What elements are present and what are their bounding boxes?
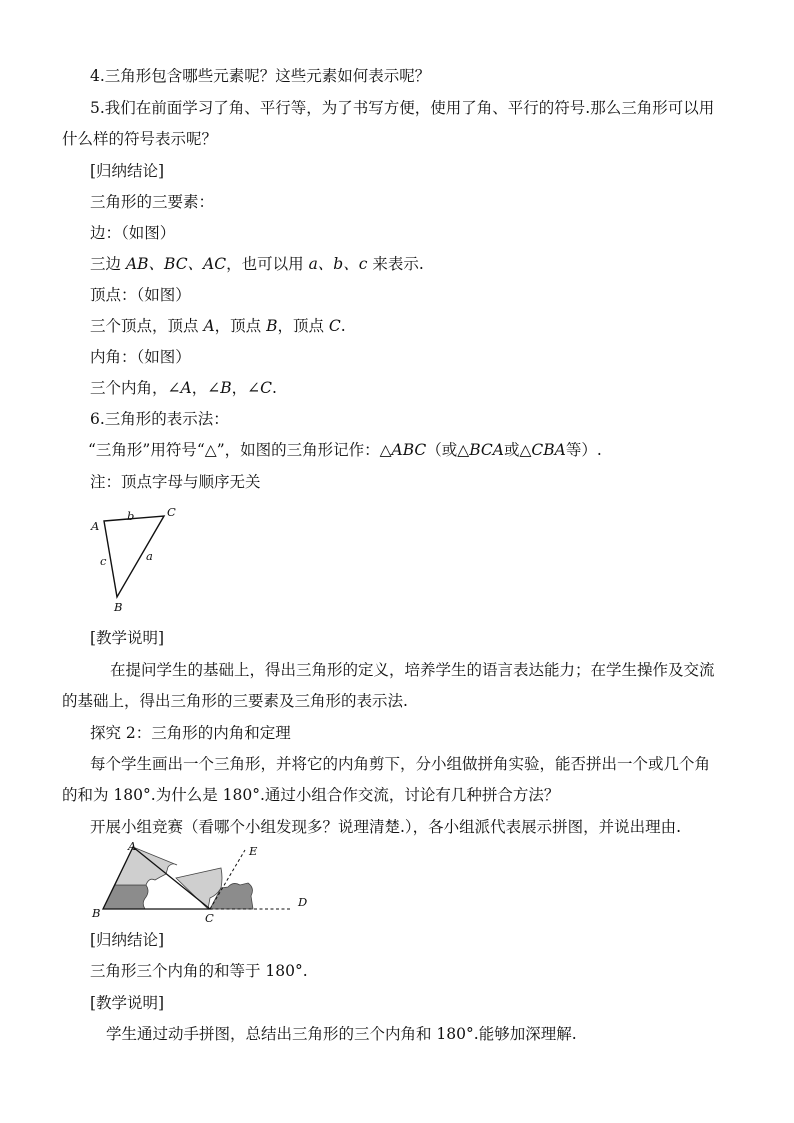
- explore-2-paragraph1-line2: 的和为 180°.为什么是 180°.通过小组合作交流，讨论有几种拼合方法？: [62, 786, 560, 804]
- question-5-line1: 5.我们在前面学习了角、平行等，为了书写方便，使用了角、平行的符号.那么三角形可以用: [90, 99, 715, 117]
- question-4: 4.三角形包含哪些元素呢？这些元素如何表示呢？: [90, 67, 431, 85]
- label-side-a: a: [146, 549, 153, 563]
- label-point-B: B: [92, 906, 101, 920]
- label-vertex-C: C: [167, 505, 176, 519]
- teaching-description-line2: 的基础上，得出三角形的三要素及三角形的表示法.: [62, 692, 408, 710]
- label-point-A: A: [128, 839, 137, 853]
- notation-heading: 6.三角形的表示法：: [90, 410, 229, 428]
- conclusion-2: 三角形三个内角的和等于 180°.: [90, 962, 308, 980]
- teaching-description-2: 学生通过动手拼图，总结出三角形的三个内角和 180°.能够加深理解.: [106, 1025, 577, 1043]
- note: 注：顶点字母与顺序无关: [90, 473, 261, 491]
- explore-2-heading: 探究 2：三角形的内角和定理: [90, 724, 291, 742]
- side-label: 边：（如图）: [90, 224, 176, 242]
- label-point-E: E: [249, 844, 258, 858]
- teaching-description-line1: 在提问学生的基础上，得出三角形的定义，培养学生的语言表达能力；在学生操作及交流: [110, 661, 715, 679]
- explore-2-paragraph1-line1: 每个学生画出一个三角形，并将它的内角剪下，分小组做拼角实验，能否拼出一个或几个角: [90, 755, 711, 773]
- side-names: AB、BC、AC: [125, 255, 227, 273]
- vertex-label: 顶点：（如图）: [90, 286, 191, 304]
- label-point-D: D: [298, 895, 308, 909]
- label-vertex-B: B: [114, 600, 123, 614]
- conclusion-heading: [归纳结论]: [90, 162, 165, 180]
- explore-2-paragraph2: 开展小组竞赛（看哪个小组发现多？说理清楚.），各小组派代表展示拼图，并说出理由.: [90, 818, 682, 836]
- question-5-line2: 什么样的符号表示呢？: [62, 130, 218, 148]
- three-elements-heading: 三角形的三要素：: [90, 193, 215, 211]
- vertex-description: 三个顶点，顶点 A，顶点 B，顶点 C.: [90, 317, 346, 335]
- teaching-heading-2: [教学说明]: [90, 994, 165, 1012]
- angle-description: 三个内角，∠A，∠B，∠C.: [90, 379, 277, 397]
- label-point-C: C: [205, 911, 214, 925]
- label-side-c: c: [100, 554, 107, 568]
- side-letters: a、b、c: [308, 255, 368, 273]
- label-vertex-A: A: [91, 519, 100, 533]
- conclusion-heading-2: [归纳结论]: [90, 931, 165, 949]
- teaching-heading: [教学说明]: [90, 629, 165, 647]
- side-description: 三边 AB、BC、AC，也可以用 a、b、c 来表示.: [90, 255, 424, 273]
- label-side-b: b: [127, 509, 135, 523]
- angle-label: 内角：（如图）: [90, 348, 191, 366]
- angle-b-piece: [103, 885, 148, 909]
- notation-description: “三角形”用符号“△”，如图的三角形记作：△ABC（或△BCA或△CBA等）.: [88, 441, 602, 459]
